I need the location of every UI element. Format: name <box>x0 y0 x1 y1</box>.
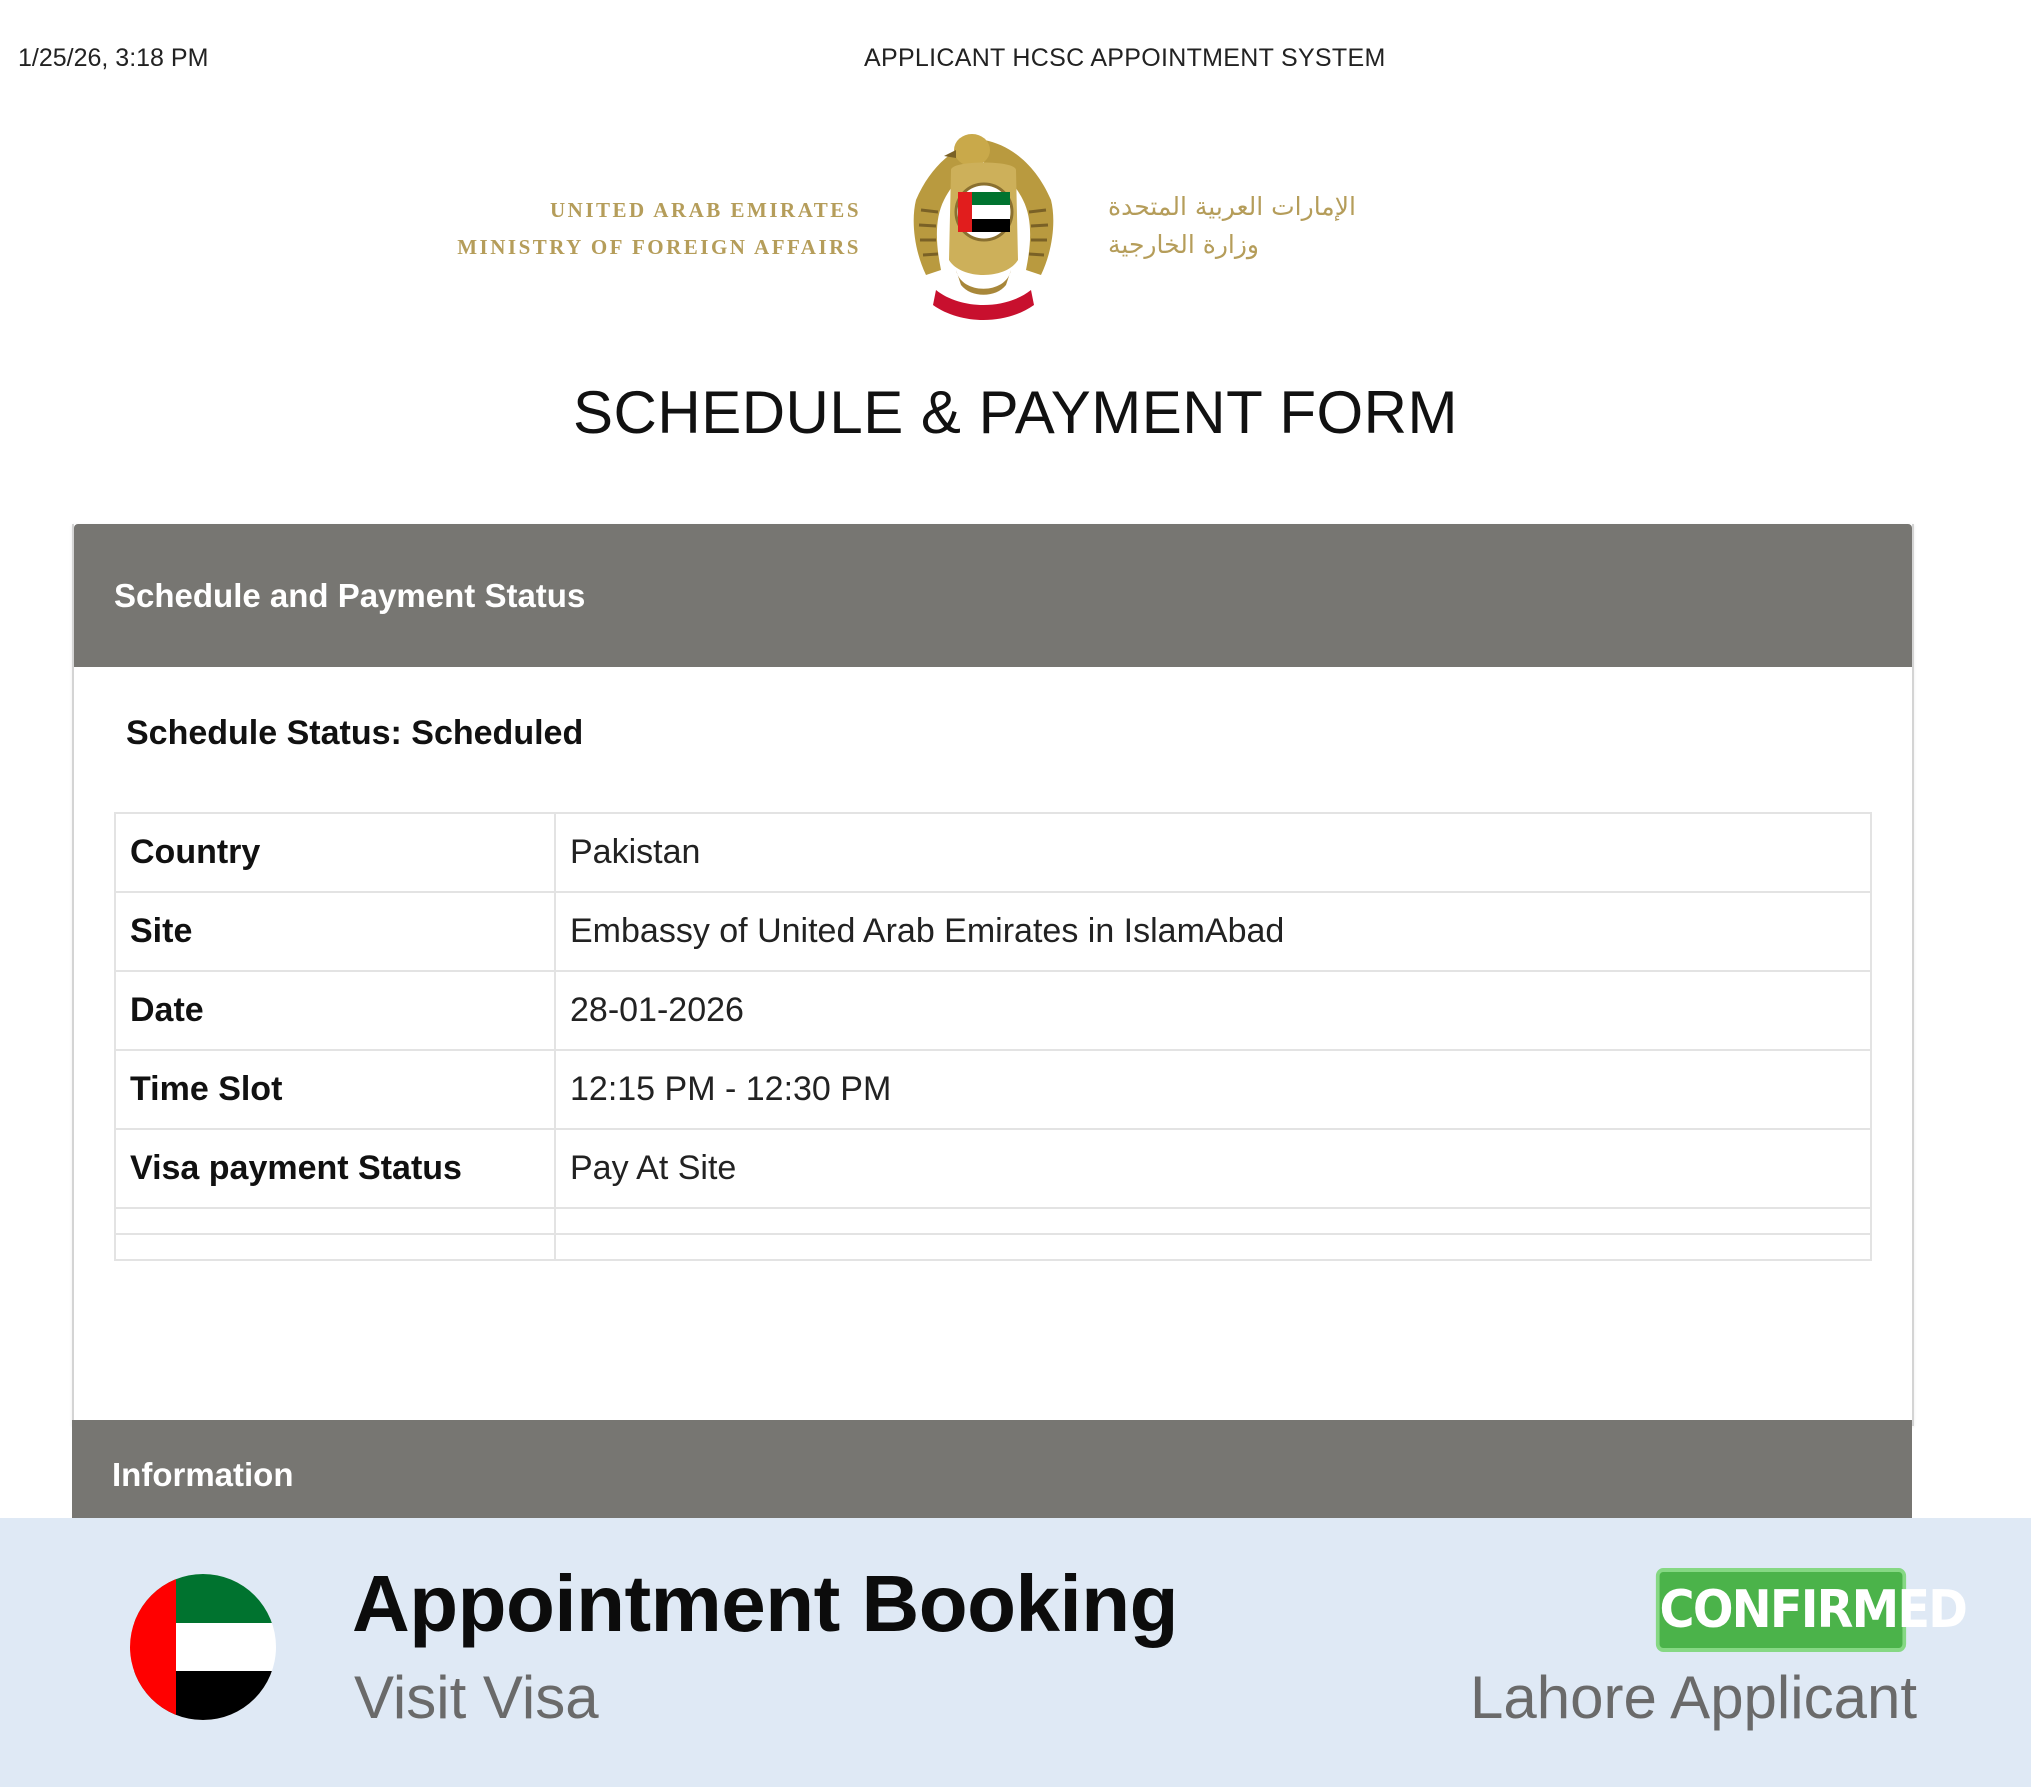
ministry-emblem-header <box>0 120 2031 330</box>
table-row-empty <box>115 1234 1871 1260</box>
table-row <box>115 813 1871 892</box>
schedule-details-table <box>114 812 1872 1261</box>
ministry-name-english <box>457 192 861 266</box>
print-datetime: 1/25/26, 3:18 PM <box>18 44 209 72</box>
ministry-name-arabic-line2: وزارة الخارجية <box>1108 230 1260 259</box>
row-value-payment-status: Pay At Site <box>555 1129 1871 1208</box>
table-row-empty <box>115 1208 1871 1234</box>
panel-header: Schedule and Payment Status <box>74 524 1912 667</box>
table-row <box>115 971 1871 1050</box>
confirmed-badge: CONFIRMED <box>1656 1568 1906 1652</box>
footer-subtitle: Visit Visa <box>354 1664 599 1731</box>
row-label-time-slot: Time Slot <box>115 1050 555 1129</box>
row-value-time-slot: 12:15 PM - 12:30 PM <box>555 1050 1871 1129</box>
ministry-name-english-line2: MINISTRY OF FOREIGN AFFAIRS <box>457 235 861 259</box>
uae-eagle-emblem-icon <box>906 120 1061 325</box>
ministry-name-english-line1: UNITED ARAB EMIRATES <box>550 198 861 222</box>
schedule-status: Schedule Status: Scheduled <box>126 714 584 752</box>
row-label-site: Site <box>115 892 555 971</box>
system-name: APPLICANT HCSC APPOINTMENT SYSTEM <box>864 44 1386 72</box>
row-value-site: Embassy of United Arab Emirates in IslamAbad <box>555 892 1871 971</box>
uae-flag-icon <box>130 1574 276 1720</box>
footer-banner <box>0 1518 2031 1787</box>
schedule-payment-panel <box>72 524 1914 1426</box>
row-label-date: Date <box>115 971 555 1050</box>
information-header: Information <box>72 1420 1912 1520</box>
row-value-date: 28-01-2026 <box>555 971 1871 1050</box>
footer-title: Appointment Booking <box>352 1559 1178 1648</box>
ministry-name-arabic-line1: الإمارات العربية المتحدة <box>1108 192 1356 221</box>
form-title: SCHEDULE & PAYMENT FORM <box>573 379 1458 446</box>
row-label-payment-status: Visa payment Status <box>115 1129 555 1208</box>
table-row <box>115 1050 1871 1129</box>
print-header <box>18 44 2013 84</box>
ministry-name-arabic <box>1108 188 1508 264</box>
row-label-country: Country <box>115 813 555 892</box>
table-row <box>115 892 1871 971</box>
table-row <box>115 1129 1871 1208</box>
applicant-location: Lahore Applicant <box>1469 1664 1917 1731</box>
row-value-country: Pakistan <box>555 813 1871 892</box>
